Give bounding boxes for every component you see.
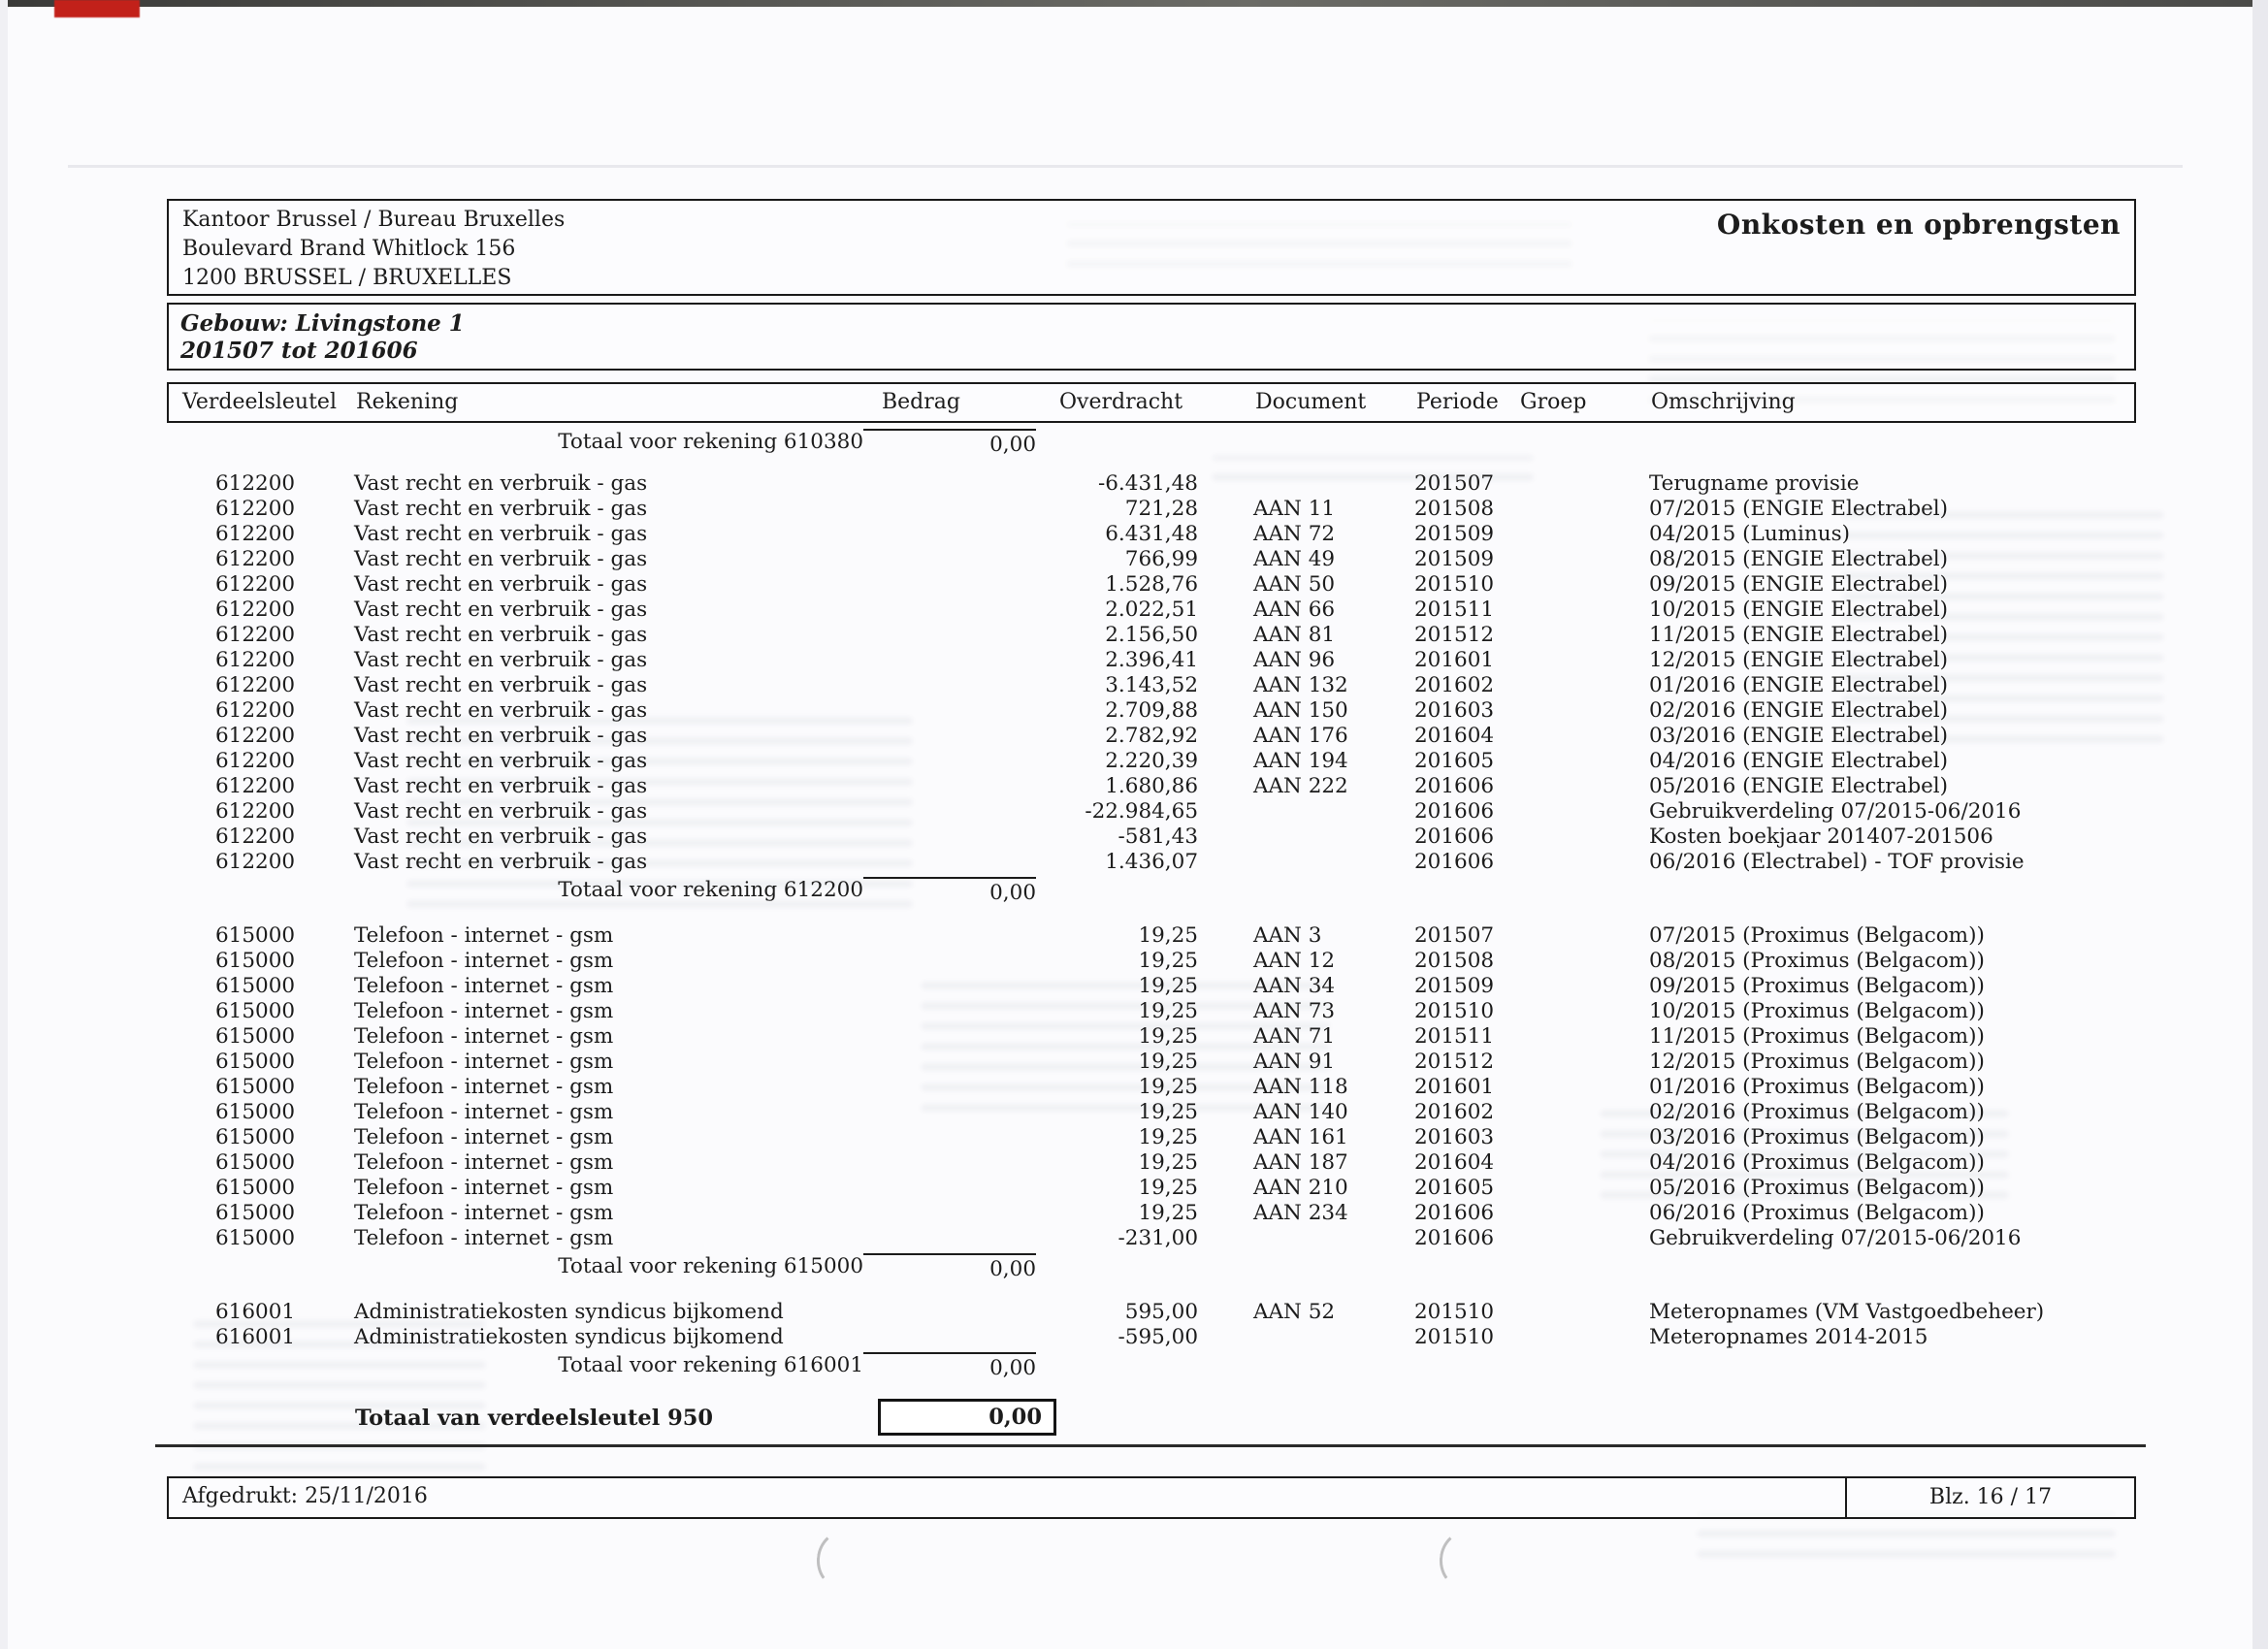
cell-rekening: Vast recht en verbruik - gas xyxy=(354,824,648,849)
cell-groep xyxy=(1518,974,1649,999)
cell-groep xyxy=(1518,1150,1649,1176)
cell-bedrag: 19,25 xyxy=(1138,1024,1198,1049)
grand-total-row xyxy=(167,1399,2132,1443)
cell-verdeelsleutel: 612200 xyxy=(215,648,296,672)
block-total-row xyxy=(167,1251,2132,1280)
cell-document: AAN 222 xyxy=(1253,774,1348,798)
cell-groep xyxy=(1518,774,1649,799)
cell-bedrag: 19,25 xyxy=(1138,1201,1198,1225)
cell-rekening: Telefoon - internet - gsm xyxy=(354,1075,614,1099)
cell-groep xyxy=(1518,648,1649,673)
cell-document xyxy=(1203,824,1414,850)
cell-rekening: Vast recht en verbruik - gas xyxy=(354,673,648,697)
cell-verdeelsleutel: 616001 xyxy=(215,1300,296,1324)
cell-groep xyxy=(1518,522,1649,547)
cell-bedrag: -231,00 xyxy=(1118,1226,1198,1250)
cell-bedrag: 2.022,51 xyxy=(1105,598,1198,622)
cell-verdeelsleutel: 616001 xyxy=(215,1325,296,1349)
cell-periode: 201606 xyxy=(1414,1201,1495,1225)
cell-verdeelsleutel: 615000 xyxy=(215,949,296,973)
cell-verdeelsleutel: 612200 xyxy=(215,774,296,798)
cell-bedrag: 19,25 xyxy=(1138,999,1198,1023)
cell-document xyxy=(1203,799,1414,824)
cell-omschrijving: 10/2015 (Proximus (Belgacom)) xyxy=(1649,999,1985,1023)
cell-document xyxy=(1203,850,1414,875)
cell-document: AAN 49 xyxy=(1253,547,1336,571)
table-row xyxy=(167,471,2132,497)
cell-rekening: Vast recht en verbruik - gas xyxy=(354,774,648,798)
cell-periode: 201507 xyxy=(1414,923,1495,948)
block-total-label: Totaal voor rekening 616001 xyxy=(558,1353,863,1377)
cell-document: AAN 11 xyxy=(1253,497,1336,521)
cell-document: AAN 176 xyxy=(1253,724,1348,748)
cell-bedrag: 1.436,07 xyxy=(1105,850,1198,874)
cell-rekening: Vast recht en verbruik - gas xyxy=(354,623,648,647)
table-row xyxy=(167,522,2132,547)
cell-groep xyxy=(1518,572,1649,598)
cell-periode: 201604 xyxy=(1414,724,1495,748)
cell-omschrijving: Meteropnames (VM Vastgoedbeheer) xyxy=(1649,1300,2045,1324)
column-header-periode: Periode xyxy=(1416,390,1499,414)
cell-periode: 201510 xyxy=(1414,999,1495,1023)
table-row xyxy=(167,1300,2132,1325)
cell-verdeelsleutel: 615000 xyxy=(215,923,296,948)
cell-verdeelsleutel: 612200 xyxy=(215,598,296,622)
cell-periode: 201603 xyxy=(1414,1125,1495,1149)
cell-groep xyxy=(1518,1201,1649,1226)
account-block xyxy=(167,471,2132,904)
scan-edge-right xyxy=(2252,0,2268,1649)
table-row xyxy=(167,698,2132,724)
cell-omschrijving: 04/2016 (ENGIE Electrabel) xyxy=(1649,749,1949,773)
cell-document: AAN 72 xyxy=(1253,522,1336,546)
cell-rekening: Vast recht en verbruik - gas xyxy=(354,850,648,874)
grand-total-amount: 0,00 xyxy=(878,1399,1056,1436)
cell-bedrag: 19,25 xyxy=(1138,1100,1198,1124)
cell-verdeelsleutel: 615000 xyxy=(215,1150,296,1175)
cell-document: AAN 73 xyxy=(1253,999,1336,1023)
cell-periode: 201602 xyxy=(1414,673,1495,697)
cell-bedrag: 19,25 xyxy=(1138,1150,1198,1175)
cell-document xyxy=(1203,471,1414,497)
block-total-row xyxy=(167,875,2132,904)
table-row xyxy=(167,724,2132,749)
building-name: Gebouw: Livingstone 1 xyxy=(180,310,465,337)
cell-rekening: Administratiekosten syndicus bijkomend xyxy=(354,1325,784,1349)
cell-omschrijving: 09/2015 (Proximus (Belgacom)) xyxy=(1649,974,1985,998)
table-row xyxy=(167,749,2132,774)
block-total-row xyxy=(167,1350,2132,1379)
cell-document: AAN 3 xyxy=(1253,923,1322,948)
cell-bedrag: 19,25 xyxy=(1138,1075,1198,1099)
cell-bedrag: 1.528,76 xyxy=(1105,572,1198,597)
cell-document: AAN 12 xyxy=(1253,949,1336,973)
column-header-bedrag: Bedrag xyxy=(882,390,960,414)
table-row xyxy=(167,1226,2132,1251)
cell-verdeelsleutel: 615000 xyxy=(215,1050,296,1074)
table-row xyxy=(167,999,2132,1024)
block-total-amount: 0,00 xyxy=(863,429,1036,459)
cell-bedrag: 19,25 xyxy=(1138,923,1198,948)
cell-verdeelsleutel: 615000 xyxy=(215,1201,296,1225)
cell-bedrag: 19,25 xyxy=(1138,1125,1198,1149)
bottom-rule xyxy=(155,1444,2146,1447)
cell-verdeelsleutel: 612200 xyxy=(215,673,296,697)
cell-rekening: Vast recht en verbruik - gas xyxy=(354,522,648,546)
cell-verdeelsleutel: 615000 xyxy=(215,1075,296,1099)
ledger-table-body xyxy=(167,427,2132,1443)
cell-rekening: Telefoon - internet - gsm xyxy=(354,923,614,948)
cell-bedrag: 2.396,41 xyxy=(1105,648,1198,672)
cell-rekening: Vast recht en verbruik - gas xyxy=(354,572,648,597)
cell-periode: 201510 xyxy=(1414,572,1495,597)
table-row xyxy=(167,1325,2132,1350)
cell-omschrijving: Terugname provisie xyxy=(1649,471,1860,496)
punch-hole-artifact xyxy=(814,1528,870,1591)
cell-omschrijving: 09/2015 (ENGIE Electrabel) xyxy=(1649,572,1949,597)
cell-groep xyxy=(1518,949,1649,974)
cell-periode: 201510 xyxy=(1414,1325,1495,1349)
cell-groep xyxy=(1518,1226,1649,1251)
cell-groep xyxy=(1518,999,1649,1024)
cell-omschrijving: 05/2016 (Proximus (Belgacom)) xyxy=(1649,1176,1985,1200)
table-row xyxy=(167,974,2132,999)
cell-periode: 201509 xyxy=(1414,522,1495,546)
cell-bedrag: 595,00 xyxy=(1124,1300,1198,1324)
cell-omschrijving: 06/2016 (Electrabel) - TOF provisie xyxy=(1649,850,2025,874)
cell-rekening: Telefoon - internet - gsm xyxy=(354,949,614,973)
office-city: 1200 BRUSSEL / BRUXELLES xyxy=(182,266,512,290)
cell-omschrijving: 04/2015 (Luminus) xyxy=(1649,522,1851,546)
column-header-verdeelsleutel: Verdeelsleutel xyxy=(182,390,337,414)
table-row xyxy=(167,598,2132,623)
cell-groep xyxy=(1518,1300,1649,1325)
cell-rekening: Telefoon - internet - gsm xyxy=(354,1176,614,1200)
cell-bedrag: 2.156,50 xyxy=(1105,623,1198,647)
block-total-label: Totaal voor rekening 610380 xyxy=(558,430,863,454)
cell-omschrijving: 08/2015 (Proximus (Belgacom)) xyxy=(1649,949,1985,973)
cell-omschrijving: 02/2016 (ENGIE Electrabel) xyxy=(1649,698,1949,723)
cell-periode: 201606 xyxy=(1414,824,1495,849)
cell-groep xyxy=(1518,598,1649,623)
cell-document: AAN 194 xyxy=(1253,749,1348,773)
block-total-amount: 0,00 xyxy=(863,877,1036,907)
cell-rekening: Telefoon - internet - gsm xyxy=(354,1125,614,1149)
cell-rekening: Vast recht en verbruik - gas xyxy=(354,749,648,773)
cell-omschrijving: 07/2015 (ENGIE Electrabel) xyxy=(1649,497,1949,521)
cell-document: AAN 118 xyxy=(1253,1075,1348,1099)
cell-document xyxy=(1203,1226,1414,1251)
office-header-box xyxy=(167,199,2136,296)
cell-verdeelsleutel: 612200 xyxy=(215,724,296,748)
report-title: Onkosten en opbrengsten xyxy=(1716,209,2121,241)
cell-omschrijving: 07/2015 (Proximus (Belgacom)) xyxy=(1649,923,1985,948)
cell-rekening: Telefoon - internet - gsm xyxy=(354,1201,614,1225)
cell-bedrag: 2.220,39 xyxy=(1105,749,1198,773)
cell-omschrijving: 12/2015 (Proximus (Belgacom)) xyxy=(1649,1050,1985,1074)
cell-omschrijving: 11/2015 (Proximus (Belgacom)) xyxy=(1649,1024,1985,1049)
grand-total-label: Totaal van verdeelsleutel 950 xyxy=(355,1406,714,1431)
table-row xyxy=(167,1176,2132,1201)
page-number: Blz. 16 / 17 xyxy=(1845,1478,2134,1517)
column-header-omschrijving: Omschrijving xyxy=(1651,390,1796,414)
cell-verdeelsleutel: 615000 xyxy=(215,1176,296,1200)
office-address xyxy=(182,206,565,293)
cell-groep xyxy=(1518,471,1649,497)
cell-groep xyxy=(1518,623,1649,648)
table-row xyxy=(167,547,2132,572)
cell-groep xyxy=(1518,1125,1649,1150)
table-row xyxy=(167,949,2132,974)
cell-groep xyxy=(1518,1075,1649,1100)
office-name: Kantoor Brussel / Bureau Bruxelles xyxy=(182,208,566,232)
cell-omschrijving: Kosten boekjaar 201407-201506 xyxy=(1649,824,1993,849)
cell-bedrag: 3.143,52 xyxy=(1105,673,1198,697)
cell-omschrijving: Meteropnames 2014-2015 xyxy=(1649,1325,1928,1349)
cell-document: AAN 50 xyxy=(1253,572,1336,597)
cell-groep xyxy=(1518,850,1649,875)
cell-omschrijving: 11/2015 (ENGIE Electrabel) xyxy=(1649,623,1949,647)
table-row xyxy=(167,497,2132,522)
cell-rekening: Vast recht en verbruik - gas xyxy=(354,698,648,723)
table-row xyxy=(167,1024,2132,1050)
scan-edge-bar xyxy=(0,0,2268,7)
account-block xyxy=(167,1300,2132,1379)
cell-omschrijving: 01/2016 (ENGIE Electrabel) xyxy=(1649,673,1949,697)
table-row xyxy=(167,824,2132,850)
cell-rekening: Telefoon - internet - gsm xyxy=(354,1050,614,1074)
cell-bedrag: 721,28 xyxy=(1124,497,1198,521)
cell-document: AAN 234 xyxy=(1253,1201,1348,1225)
cell-bedrag: -6.431,48 xyxy=(1097,471,1198,496)
scan-streak xyxy=(68,165,2183,168)
cell-groep xyxy=(1518,799,1649,824)
block-total-amount: 0,00 xyxy=(863,1352,1036,1382)
cell-verdeelsleutel: 612200 xyxy=(215,572,296,597)
cell-bedrag: 2.782,92 xyxy=(1105,724,1198,748)
cell-groep xyxy=(1518,1050,1649,1075)
cell-periode: 201508 xyxy=(1414,497,1495,521)
cell-rekening: Administratiekosten syndicus bijkomend xyxy=(354,1300,784,1324)
cell-omschrijving: 03/2016 (Proximus (Belgacom)) xyxy=(1649,1125,1985,1149)
cell-rekening: Telefoon - internet - gsm xyxy=(354,999,614,1023)
account-block xyxy=(167,427,2132,456)
cell-periode: 201511 xyxy=(1414,598,1495,622)
cell-periode: 201509 xyxy=(1414,974,1495,998)
cell-verdeelsleutel: 615000 xyxy=(215,1024,296,1049)
cell-periode: 201509 xyxy=(1414,547,1495,571)
cell-document: AAN 210 xyxy=(1253,1176,1348,1200)
cell-omschrijving: Gebruikverdeling 07/2015-06/2016 xyxy=(1649,1226,2022,1250)
cell-periode: 201606 xyxy=(1414,850,1495,874)
cell-verdeelsleutel: 615000 xyxy=(215,1100,296,1124)
cell-verdeelsleutel: 612200 xyxy=(215,850,296,874)
cell-verdeelsleutel: 612200 xyxy=(215,623,296,647)
cell-document: AAN 66 xyxy=(1253,598,1336,622)
cell-document: AAN 150 xyxy=(1253,698,1348,723)
cell-omschrijving: 10/2015 (ENGIE Electrabel) xyxy=(1649,598,1949,622)
column-header-overdracht: Overdracht xyxy=(1059,390,1183,414)
block-total-row xyxy=(167,427,2132,456)
cell-bedrag: 19,25 xyxy=(1138,949,1198,973)
cell-verdeelsleutel: 612200 xyxy=(215,799,296,824)
cell-omschrijving: 08/2015 (ENGIE Electrabel) xyxy=(1649,547,1949,571)
cell-rekening: Telefoon - internet - gsm xyxy=(354,1226,614,1250)
scan-edge-left xyxy=(0,0,8,1649)
cell-periode: 201604 xyxy=(1414,1150,1495,1175)
account-block xyxy=(167,923,2132,1280)
cell-verdeelsleutel: 615000 xyxy=(215,999,296,1023)
column-header-rekening: Rekening xyxy=(356,390,459,414)
block-total-label: Totaal voor rekening 612200 xyxy=(558,878,863,902)
cell-bedrag: 19,25 xyxy=(1138,1176,1198,1200)
cell-rekening: Telefoon - internet - gsm xyxy=(354,974,614,998)
cell-document: AAN 132 xyxy=(1253,673,1348,697)
cell-rekening: Vast recht en verbruik - gas xyxy=(354,471,648,496)
building-info-box xyxy=(167,303,2136,371)
cell-omschrijving: Gebruikverdeling 07/2015-06/2016 xyxy=(1649,799,2022,824)
cell-periode: 201606 xyxy=(1414,799,1495,824)
cell-verdeelsleutel: 615000 xyxy=(215,1125,296,1149)
cell-rekening: Telefoon - internet - gsm xyxy=(354,1150,614,1175)
cell-groep xyxy=(1518,673,1649,698)
scan-red-mark xyxy=(54,0,140,17)
table-row xyxy=(167,648,2132,673)
cell-bedrag: 19,25 xyxy=(1138,974,1198,998)
cell-document: AAN 96 xyxy=(1253,648,1336,672)
table-row xyxy=(167,1100,2132,1125)
cell-groep xyxy=(1518,497,1649,522)
cell-rekening: Telefoon - internet - gsm xyxy=(354,1100,614,1124)
cell-periode: 201603 xyxy=(1414,698,1495,723)
cell-document: AAN 34 xyxy=(1253,974,1336,998)
office-street: Boulevard Brand Whitlock 156 xyxy=(182,237,516,261)
table-row xyxy=(167,1201,2132,1226)
cell-rekening: Vast recht en verbruik - gas xyxy=(354,648,648,672)
cell-rekening: Vast recht en verbruik - gas xyxy=(354,724,648,748)
cell-bedrag: 1.680,86 xyxy=(1105,774,1198,798)
cell-bedrag: 2.709,88 xyxy=(1105,698,1198,723)
cell-periode: 201602 xyxy=(1414,1100,1495,1124)
table-row xyxy=(167,623,2132,648)
cell-groep xyxy=(1518,547,1649,572)
cell-omschrijving: 06/2016 (Proximus (Belgacom)) xyxy=(1649,1201,1985,1225)
table-row xyxy=(167,923,2132,949)
cell-omschrijving: 05/2016 (ENGIE Electrabel) xyxy=(1649,774,1949,798)
cell-rekening: Vast recht en verbruik - gas xyxy=(354,799,648,824)
table-row xyxy=(167,799,2132,824)
cell-bedrag: -581,43 xyxy=(1118,824,1198,849)
cell-periode: 201511 xyxy=(1414,1024,1495,1049)
cell-omschrijving: 02/2016 (Proximus (Belgacom)) xyxy=(1649,1100,1985,1124)
printed-date: Afgedrukt: 25/11/2016 xyxy=(182,1484,428,1508)
cell-document: AAN 81 xyxy=(1253,623,1336,647)
cell-bedrag: -22.984,65 xyxy=(1085,799,1198,824)
table-row xyxy=(167,774,2132,799)
cell-omschrijving: 12/2015 (ENGIE Electrabel) xyxy=(1649,648,1949,672)
cell-verdeelsleutel: 612200 xyxy=(215,471,296,496)
cell-verdeelsleutel: 612200 xyxy=(215,698,296,723)
cell-rekening: Vast recht en verbruik - gas xyxy=(354,598,648,622)
building-period-range: 201507 tot 201606 xyxy=(180,338,418,364)
cell-verdeelsleutel: 615000 xyxy=(215,974,296,998)
table-row xyxy=(167,850,2132,875)
cell-omschrijving: 01/2016 (Proximus (Belgacom)) xyxy=(1649,1075,1985,1099)
column-header-groep: Groep xyxy=(1520,390,1587,414)
cell-document xyxy=(1203,1325,1414,1350)
cell-groep xyxy=(1518,1100,1649,1125)
cell-periode: 201601 xyxy=(1414,1075,1495,1099)
cell-verdeelsleutel: 612200 xyxy=(215,522,296,546)
cell-periode: 201512 xyxy=(1414,623,1495,647)
cell-periode: 201605 xyxy=(1414,749,1495,773)
cell-periode: 201606 xyxy=(1414,1226,1495,1250)
block-total-label: Totaal voor rekening 615000 xyxy=(558,1254,863,1278)
cell-periode: 201605 xyxy=(1414,1176,1495,1200)
cell-document: AAN 187 xyxy=(1253,1150,1348,1175)
column-header-document: Document xyxy=(1255,390,1367,414)
cell-omschrijving: 04/2016 (Proximus (Belgacom)) xyxy=(1649,1150,1985,1175)
cell-omschrijving: 03/2016 (ENGIE Electrabel) xyxy=(1649,724,1949,748)
table-row xyxy=(167,1050,2132,1075)
cell-document: AAN 91 xyxy=(1253,1050,1336,1074)
cell-document: AAN 52 xyxy=(1253,1300,1336,1324)
table-row xyxy=(167,572,2132,598)
cell-rekening: Vast recht en verbruik - gas xyxy=(354,497,648,521)
block-total-amount: 0,00 xyxy=(863,1253,1036,1283)
cell-verdeelsleutel: 612200 xyxy=(215,749,296,773)
table-row xyxy=(167,1075,2132,1100)
cell-bedrag: 6.431,48 xyxy=(1105,522,1198,546)
cell-groep xyxy=(1518,824,1649,850)
cell-bedrag: -595,00 xyxy=(1118,1325,1198,1349)
cell-periode: 201512 xyxy=(1414,1050,1495,1074)
scan-bleedthrough xyxy=(1698,1513,2115,1571)
cell-periode: 201601 xyxy=(1414,648,1495,672)
cell-groep xyxy=(1518,1325,1649,1350)
footer-box xyxy=(167,1476,2136,1519)
cell-document: AAN 161 xyxy=(1253,1125,1348,1149)
cell-groep xyxy=(1518,749,1649,774)
cell-groep xyxy=(1518,1176,1649,1201)
cell-periode: 201510 xyxy=(1414,1300,1495,1324)
cell-verdeelsleutel: 615000 xyxy=(215,1226,296,1250)
cell-bedrag: 19,25 xyxy=(1138,1050,1198,1074)
cell-groep xyxy=(1518,698,1649,724)
cell-periode: 201508 xyxy=(1414,949,1495,973)
cell-bedrag: 766,99 xyxy=(1124,547,1198,571)
table-row xyxy=(167,1125,2132,1150)
cell-groep xyxy=(1518,724,1649,749)
cell-rekening: Telefoon - internet - gsm xyxy=(354,1024,614,1049)
cell-periode: 201606 xyxy=(1414,774,1495,798)
cell-document: AAN 71 xyxy=(1253,1024,1336,1049)
cell-verdeelsleutel: 612200 xyxy=(215,547,296,571)
table-row xyxy=(167,673,2132,698)
cell-periode: 201507 xyxy=(1414,471,1495,496)
cell-document: AAN 140 xyxy=(1253,1100,1348,1124)
table-row xyxy=(167,1150,2132,1176)
cell-groep xyxy=(1518,1024,1649,1050)
cell-verdeelsleutel: 612200 xyxy=(215,824,296,849)
cell-groep xyxy=(1518,923,1649,949)
cell-verdeelsleutel: 612200 xyxy=(215,497,296,521)
column-header-row xyxy=(167,382,2136,423)
cell-rekening: Vast recht en verbruik - gas xyxy=(354,547,648,571)
punch-hole-artifact xyxy=(1437,1528,1493,1591)
